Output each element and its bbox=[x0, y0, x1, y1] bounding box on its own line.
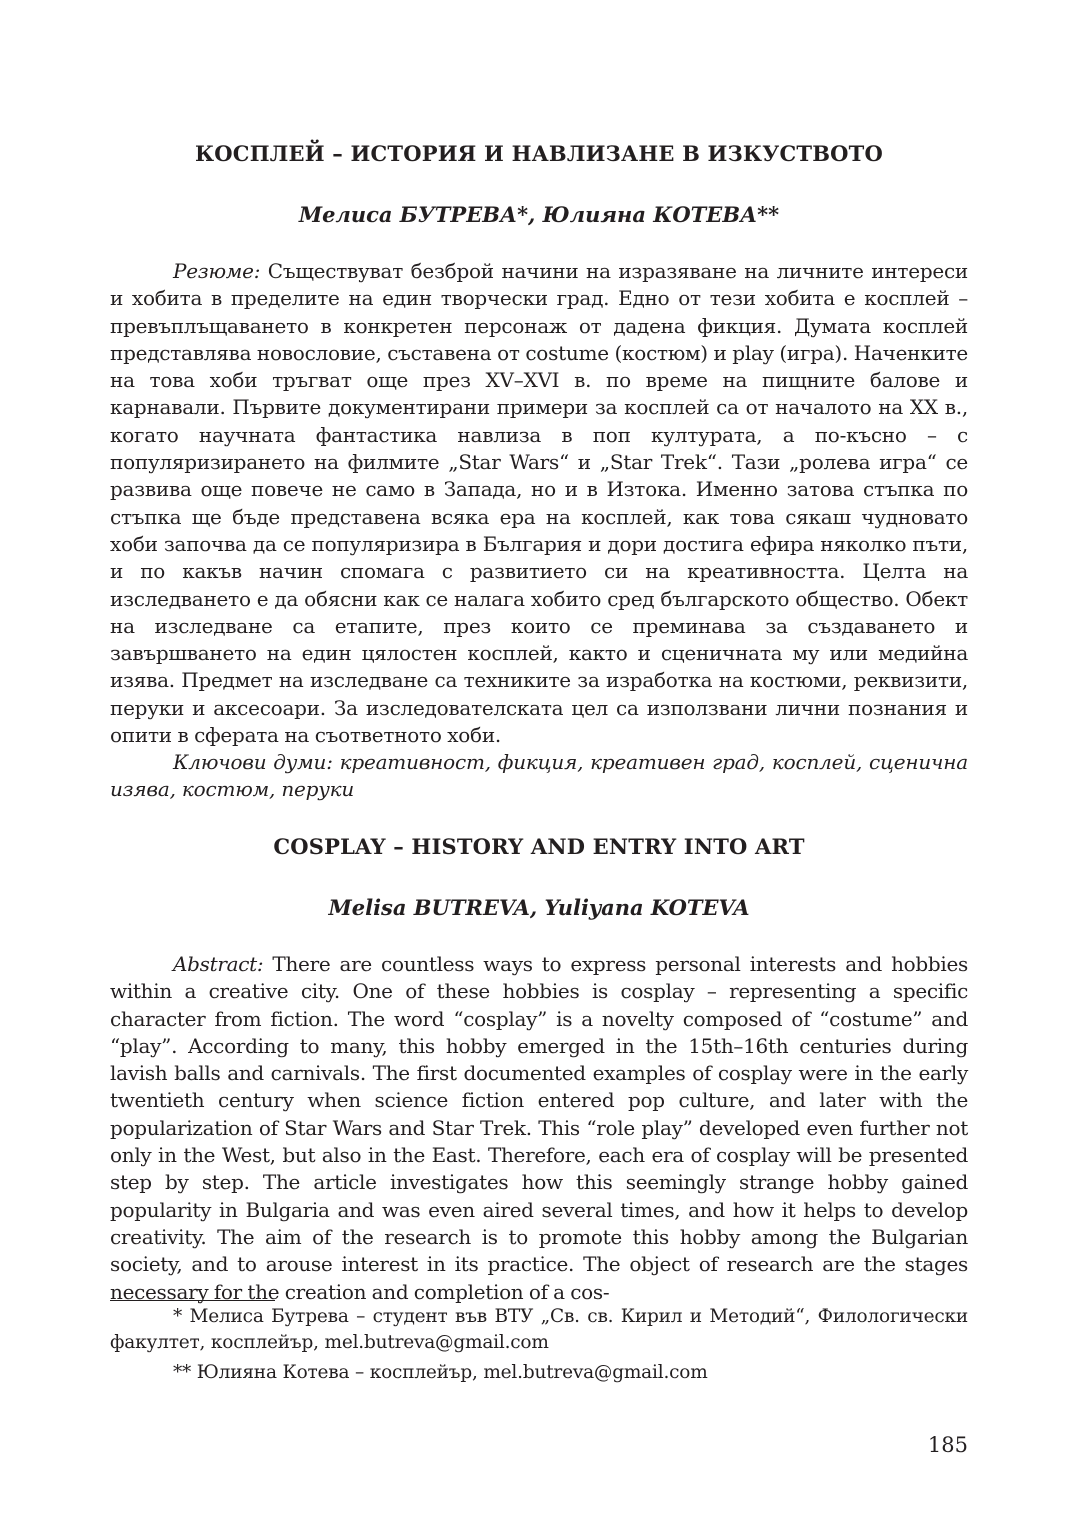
bulgarian-abstract bbox=[110, 258, 968, 749]
footnote-1: * Мелиса Бутрева – студент във ВТУ „Св. св. Кирил и Методий“, Филологически факултет, косплейър, mel.butreva@gmail.com bbox=[110, 1306, 968, 1353]
bulgarian-abstract-label: Резюме: bbox=[173, 259, 261, 283]
page-number: 185 bbox=[927, 1433, 968, 1457]
bulgarian-authors: Мелиса БУТРЕВА*, Юлияна КОТЕВА** bbox=[298, 202, 780, 227]
english-abstract bbox=[110, 951, 968, 1306]
english-abstract-text: There are countless ways to express personal interests and hobbies within a creative city. One of these hobbies is cosplay – representing a specific character from fiction. The word “cosplay” is a novelty composed of “costume” and “play”. According to many, this hobby emerged in the 15th–16th centuries during lavish balls and carnivals. The first documented examples of cosplay were in the early twentieth century when science fiction entered pop culture, and later with the popularization of Star Wars and Star Trek. This “role play” developed even further not only in the West, but also in the East. Therefore, each era of cosplay will be presented step by step. The article investigates how this seemingly strange hobby gained popularity in Bulgaria and was even aired several times, and how it helps to develop creativity. The aim of the research is to promote this hobby among the Bulgarian society, and to arouse interest in its practice. The object of research are the stages necessary for the creation and completion of a cos- bbox=[110, 952, 968, 1304]
english-authors: Melisa BUTREVA, Yuliyana KOTEVA bbox=[328, 895, 750, 920]
bulgarian-abstract-text: Съществуват безброй начини на изразяване на личните интереси и хобита в пределите на един творчески град. Едно от тези хобита е косплей – превъплъщаването в конкретен персонаж от дадена фикция. Думата косплей представлява новословие, съставена от costume (костюм) и play (игра). Наченките на това хоби тръгват още през XV–XVI в. по време на пищните балове и карнавали. Първите документирани примери за косплей са от началото на XX в., когато научната фантастика навлиза в поп културата, а по-късно – с популяризирането на филмите „Star Wars“ и „Star Trek“. Тази „ролева игра“ се развива още повече не само в Запада, но и в Изтока. Именно затова стъпка по стъпка ще бъде представена всяка ера на косплей, как това сякаш чудновато хоби започва да се популяризира в България и дори достига ефира няколко пъти, и по какъв начин спомага с развитието си на креативността. Целта на изследването е да обясни как се налага хобито сред българското общество. Обект на изследване са етапите, през които се преминава за създаването и завършването на един цялостен косплей, както и сценичната му или медийна изява. Предмет на изследване са техниките за изработка на костюми, реквизити, перуки и аксесоари. За изследователската цел са използвани лични познания и опити в сферата на съответното хоби. bbox=[110, 259, 968, 748]
english-title: COSPLAY – HISTORY AND ENTRY INTO ART bbox=[273, 834, 805, 859]
bulgarian-keywords: Ключови думи: креативност, фикция, креативен град, косплей, сценична изява, костюм, перуки bbox=[110, 750, 968, 802]
footnote-divider bbox=[110, 1300, 275, 1301]
footnote-2: ** Юлияна Котева – косплейър, mel.butreva@gmail.com bbox=[173, 1362, 708, 1383]
english-abstract-label: Abstract: bbox=[173, 952, 264, 976]
bulgarian-title: КОСПЛЕЙ – ИСТОРИЯ И НАВЛИЗАНЕ В ИЗКУСТВОТО bbox=[195, 141, 883, 166]
